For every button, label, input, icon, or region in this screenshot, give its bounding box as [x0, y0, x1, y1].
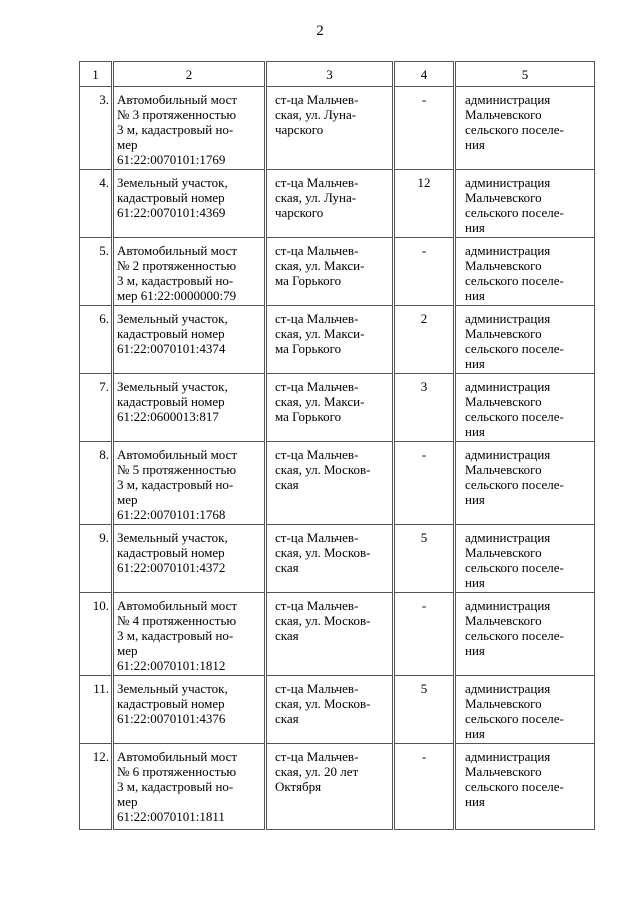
object-name	[113, 374, 266, 442]
object-name-line: № 5 протяженностью	[117, 462, 237, 477]
object-owner	[455, 593, 595, 676]
object-name-line: кадастровый номер	[117, 326, 225, 341]
table-row	[80, 238, 595, 306]
object-name	[113, 676, 266, 744]
object-owner-line: Мальчевского	[465, 764, 542, 779]
object-name-line: 61:22:0600013:817	[117, 409, 219, 424]
object-area: -	[394, 87, 455, 170]
object-address-line: ма Горького	[275, 341, 342, 356]
object-owner-line: сельского поселе-	[465, 341, 564, 356]
object-area: -	[394, 238, 455, 306]
object-owner-line: администрация	[465, 598, 551, 613]
object-address-line: ская, ул. Макси-	[275, 326, 365, 341]
object-name-line: кадастровый номер	[117, 545, 225, 560]
object-address	[266, 442, 394, 525]
object-address-line: ст-ца Мальчев-	[275, 598, 359, 613]
object-name-line: мер	[117, 794, 138, 809]
object-area: -	[394, 593, 455, 676]
table-row	[80, 525, 595, 593]
object-owner-line: администрация	[465, 749, 551, 764]
object-area: 5	[394, 676, 455, 744]
object-address	[266, 170, 394, 238]
object-owner-line: сельского поселе-	[465, 273, 564, 288]
object-name-line: Автомобильный мост	[117, 447, 238, 462]
object-address	[266, 87, 394, 170]
object-name-line: № 2 протяженностью	[117, 258, 237, 273]
object-address-line: ская, ул. Москов-	[275, 613, 371, 628]
object-name-line: 61:22:0070101:4369	[117, 205, 226, 220]
object-owner	[455, 744, 595, 830]
object-owner-line: Мальчевского	[465, 107, 542, 122]
object-address-line: ская, ул. Луна-	[275, 190, 357, 205]
object-owner-line: администрация	[465, 243, 551, 258]
object-address-line: ст-ца Мальчев-	[275, 749, 359, 764]
object-name-line: мер	[117, 137, 138, 152]
object-owner-line: Мальчевского	[465, 258, 542, 273]
object-address-line: ст-ца Мальчев-	[275, 681, 359, 696]
object-owner-line: ния	[465, 424, 485, 439]
header-col-3: 3	[266, 62, 394, 87]
object-address	[266, 238, 394, 306]
object-owner-line: сельского поселе-	[465, 560, 564, 575]
object-name-line: Автомобильный мост	[117, 243, 238, 258]
object-name-line: Автомобильный мост	[117, 749, 238, 764]
object-owner-line: сельского поселе-	[465, 205, 564, 220]
row-number: 8.	[80, 442, 113, 525]
object-owner-line: администрация	[465, 175, 551, 190]
object-name-line: кадастровый номер	[117, 696, 225, 711]
table-row	[80, 87, 595, 170]
object-area: 5	[394, 525, 455, 593]
object-area: 12	[394, 170, 455, 238]
object-owner-line: ния	[465, 356, 485, 371]
object-owner-line: Мальчевского	[465, 462, 542, 477]
object-address-line: ма Горького	[275, 409, 342, 424]
object-address-line: ская, ул. Луна-	[275, 107, 357, 122]
object-address-line: ская, ул. Москов-	[275, 462, 371, 477]
object-address	[266, 593, 394, 676]
object-owner	[455, 87, 595, 170]
object-owner-line: администрация	[465, 681, 551, 696]
object-address-line: ская	[275, 628, 299, 643]
object-name	[113, 442, 266, 525]
object-owner-line: ния	[465, 794, 485, 809]
object-address-line: ст-ца Мальчев-	[275, 447, 359, 462]
object-name	[113, 525, 266, 593]
object-address-line: ст-ца Мальчев-	[275, 175, 359, 190]
object-address-line: чарского	[275, 122, 324, 137]
object-name-line: 61:22:0070101:4374	[117, 341, 226, 356]
object-name-line: Земельный участок,	[117, 530, 228, 545]
object-name-line: 3 м, кадастровый но-	[117, 273, 234, 288]
object-address	[266, 744, 394, 830]
object-owner-line: ния	[465, 726, 485, 741]
object-owner	[455, 306, 595, 374]
object-address-line: Октября	[275, 779, 322, 794]
object-owner-line: Мальчевского	[465, 190, 542, 205]
object-owner-line: администрация	[465, 530, 551, 545]
object-address-line: ст-ца Мальчев-	[275, 311, 359, 326]
object-name-line: 61:22:0070101:4372	[117, 560, 226, 575]
object-name-line: № 3 протяженностью	[117, 107, 237, 122]
object-owner-line: администрация	[465, 311, 551, 326]
row-number: 4.	[80, 170, 113, 238]
row-number: 9.	[80, 525, 113, 593]
row-number: 11.	[80, 676, 113, 744]
table-row	[80, 170, 595, 238]
object-name-line: 61:22:0070101:1769	[117, 152, 226, 167]
object-name-line: № 6 протяженностью	[117, 764, 237, 779]
object-name-line: мер	[117, 492, 138, 507]
object-address-line: ская, ул. Москов-	[275, 545, 371, 560]
object-owner-line: ния	[465, 137, 485, 152]
object-owner	[455, 525, 595, 593]
row-number: 5.	[80, 238, 113, 306]
object-area: 2	[394, 306, 455, 374]
object-name-line: № 4 протяженностью	[117, 613, 237, 628]
object-name-line: кадастровый номер	[117, 394, 225, 409]
page-number: 2	[316, 23, 324, 39]
table-header-row	[80, 62, 595, 87]
object-address	[266, 306, 394, 374]
row-number: 6.	[80, 306, 113, 374]
object-owner-line: ния	[465, 492, 485, 507]
object-owner-line: ния	[465, 220, 485, 235]
object-owner-line: Мальчевского	[465, 545, 542, 560]
object-name-line: мер 61:22:0000000:79	[117, 288, 237, 303]
object-owner	[455, 442, 595, 525]
object-owner-line: сельского поселе-	[465, 628, 564, 643]
object-address	[266, 525, 394, 593]
header-col-4: 4	[394, 62, 455, 87]
object-owner-line: ния	[465, 575, 485, 590]
object-owner-line: Мальчевского	[465, 613, 542, 628]
object-owner-line: ния	[465, 288, 485, 303]
object-name-line: 3 м, кадастровый но-	[117, 779, 234, 794]
object-name-line: Земельный участок,	[117, 311, 228, 326]
row-number: 7.	[80, 374, 113, 442]
table-row	[80, 593, 595, 676]
object-address-line: ская, ул. Макси-	[275, 258, 365, 273]
object-area: -	[394, 744, 455, 830]
object-name-line: 61:22:0070101:1768	[117, 507, 226, 522]
object-address-line: ма Горького	[275, 273, 342, 288]
object-address-line: ст-ца Мальчев-	[275, 530, 359, 545]
object-area: -	[394, 442, 455, 525]
object-name-line: 61:22:0070101:1812	[117, 658, 226, 673]
object-name-line: 61:22:0070101:4376	[117, 711, 226, 726]
header-col-1: 1	[80, 62, 113, 87]
object-name-line: Автомобильный мост	[117, 598, 238, 613]
object-name	[113, 170, 266, 238]
table-body	[80, 87, 595, 830]
object-name	[113, 593, 266, 676]
object-area: 3	[394, 374, 455, 442]
object-address	[266, 374, 394, 442]
object-name-line: Автомобильный мост	[117, 92, 238, 107]
object-owner-line: сельского поселе-	[465, 779, 564, 794]
table-row	[80, 744, 595, 830]
object-name-line: 61:22:0070101:1811	[117, 809, 225, 824]
object-address-line: ская, ул. Макси-	[275, 394, 365, 409]
object-owner-line: сельского поселе-	[465, 122, 564, 137]
object-name-line: мер	[117, 643, 138, 658]
object-name-line: Земельный участок,	[117, 175, 228, 190]
object-address-line: ская	[275, 477, 299, 492]
object-name-line: Земельный участок,	[117, 681, 228, 696]
object-address-line: ская, ул. Москов-	[275, 696, 371, 711]
object-address-line: чарского	[275, 205, 324, 220]
object-owner-line: сельского поселе-	[465, 409, 564, 424]
header-col-5: 5	[455, 62, 595, 87]
object-owner-line: Мальчевского	[465, 696, 542, 711]
object-owner-line: Мальчевского	[465, 394, 542, 409]
row-number: 10.	[80, 593, 113, 676]
object-owner-line: ния	[465, 643, 485, 658]
object-name	[113, 306, 266, 374]
object-address-line: ская	[275, 711, 299, 726]
object-name-line: 3 м, кадастровый но-	[117, 122, 234, 137]
object-owner-line: администрация	[465, 447, 551, 462]
object-owner	[455, 374, 595, 442]
object-address-line: ст-ца Мальчев-	[275, 243, 359, 258]
row-number: 3.	[80, 87, 113, 170]
object-owner-line: Мальчевского	[465, 326, 542, 341]
object-name-line: 3 м, кадастровый но-	[117, 628, 234, 643]
object-name-line: 3 м, кадастровый но-	[117, 477, 234, 492]
object-address-line: ская, ул. 20 лет	[275, 764, 359, 779]
property-table	[79, 61, 595, 830]
object-address-line: ская	[275, 560, 299, 575]
object-name	[113, 238, 266, 306]
table-row	[80, 306, 595, 374]
object-owner-line: сельского поселе-	[465, 477, 564, 492]
table-row	[80, 676, 595, 744]
object-owner	[455, 676, 595, 744]
object-name	[113, 87, 266, 170]
object-address-line: ст-ца Мальчев-	[275, 379, 359, 394]
table-row	[80, 374, 595, 442]
object-owner	[455, 170, 595, 238]
object-owner-line: администрация	[465, 379, 551, 394]
row-number: 12.	[80, 744, 113, 830]
object-name	[113, 744, 266, 830]
table-row	[80, 442, 595, 525]
object-name-line: Земельный участок,	[117, 379, 228, 394]
object-owner-line: сельского поселе-	[465, 711, 564, 726]
object-address	[266, 676, 394, 744]
object-owner	[455, 238, 595, 306]
object-address-line: ст-ца Мальчев-	[275, 92, 359, 107]
object-owner-line: администрация	[465, 92, 551, 107]
header-col-2: 2	[113, 62, 266, 87]
object-name-line: кадастровый номер	[117, 190, 225, 205]
